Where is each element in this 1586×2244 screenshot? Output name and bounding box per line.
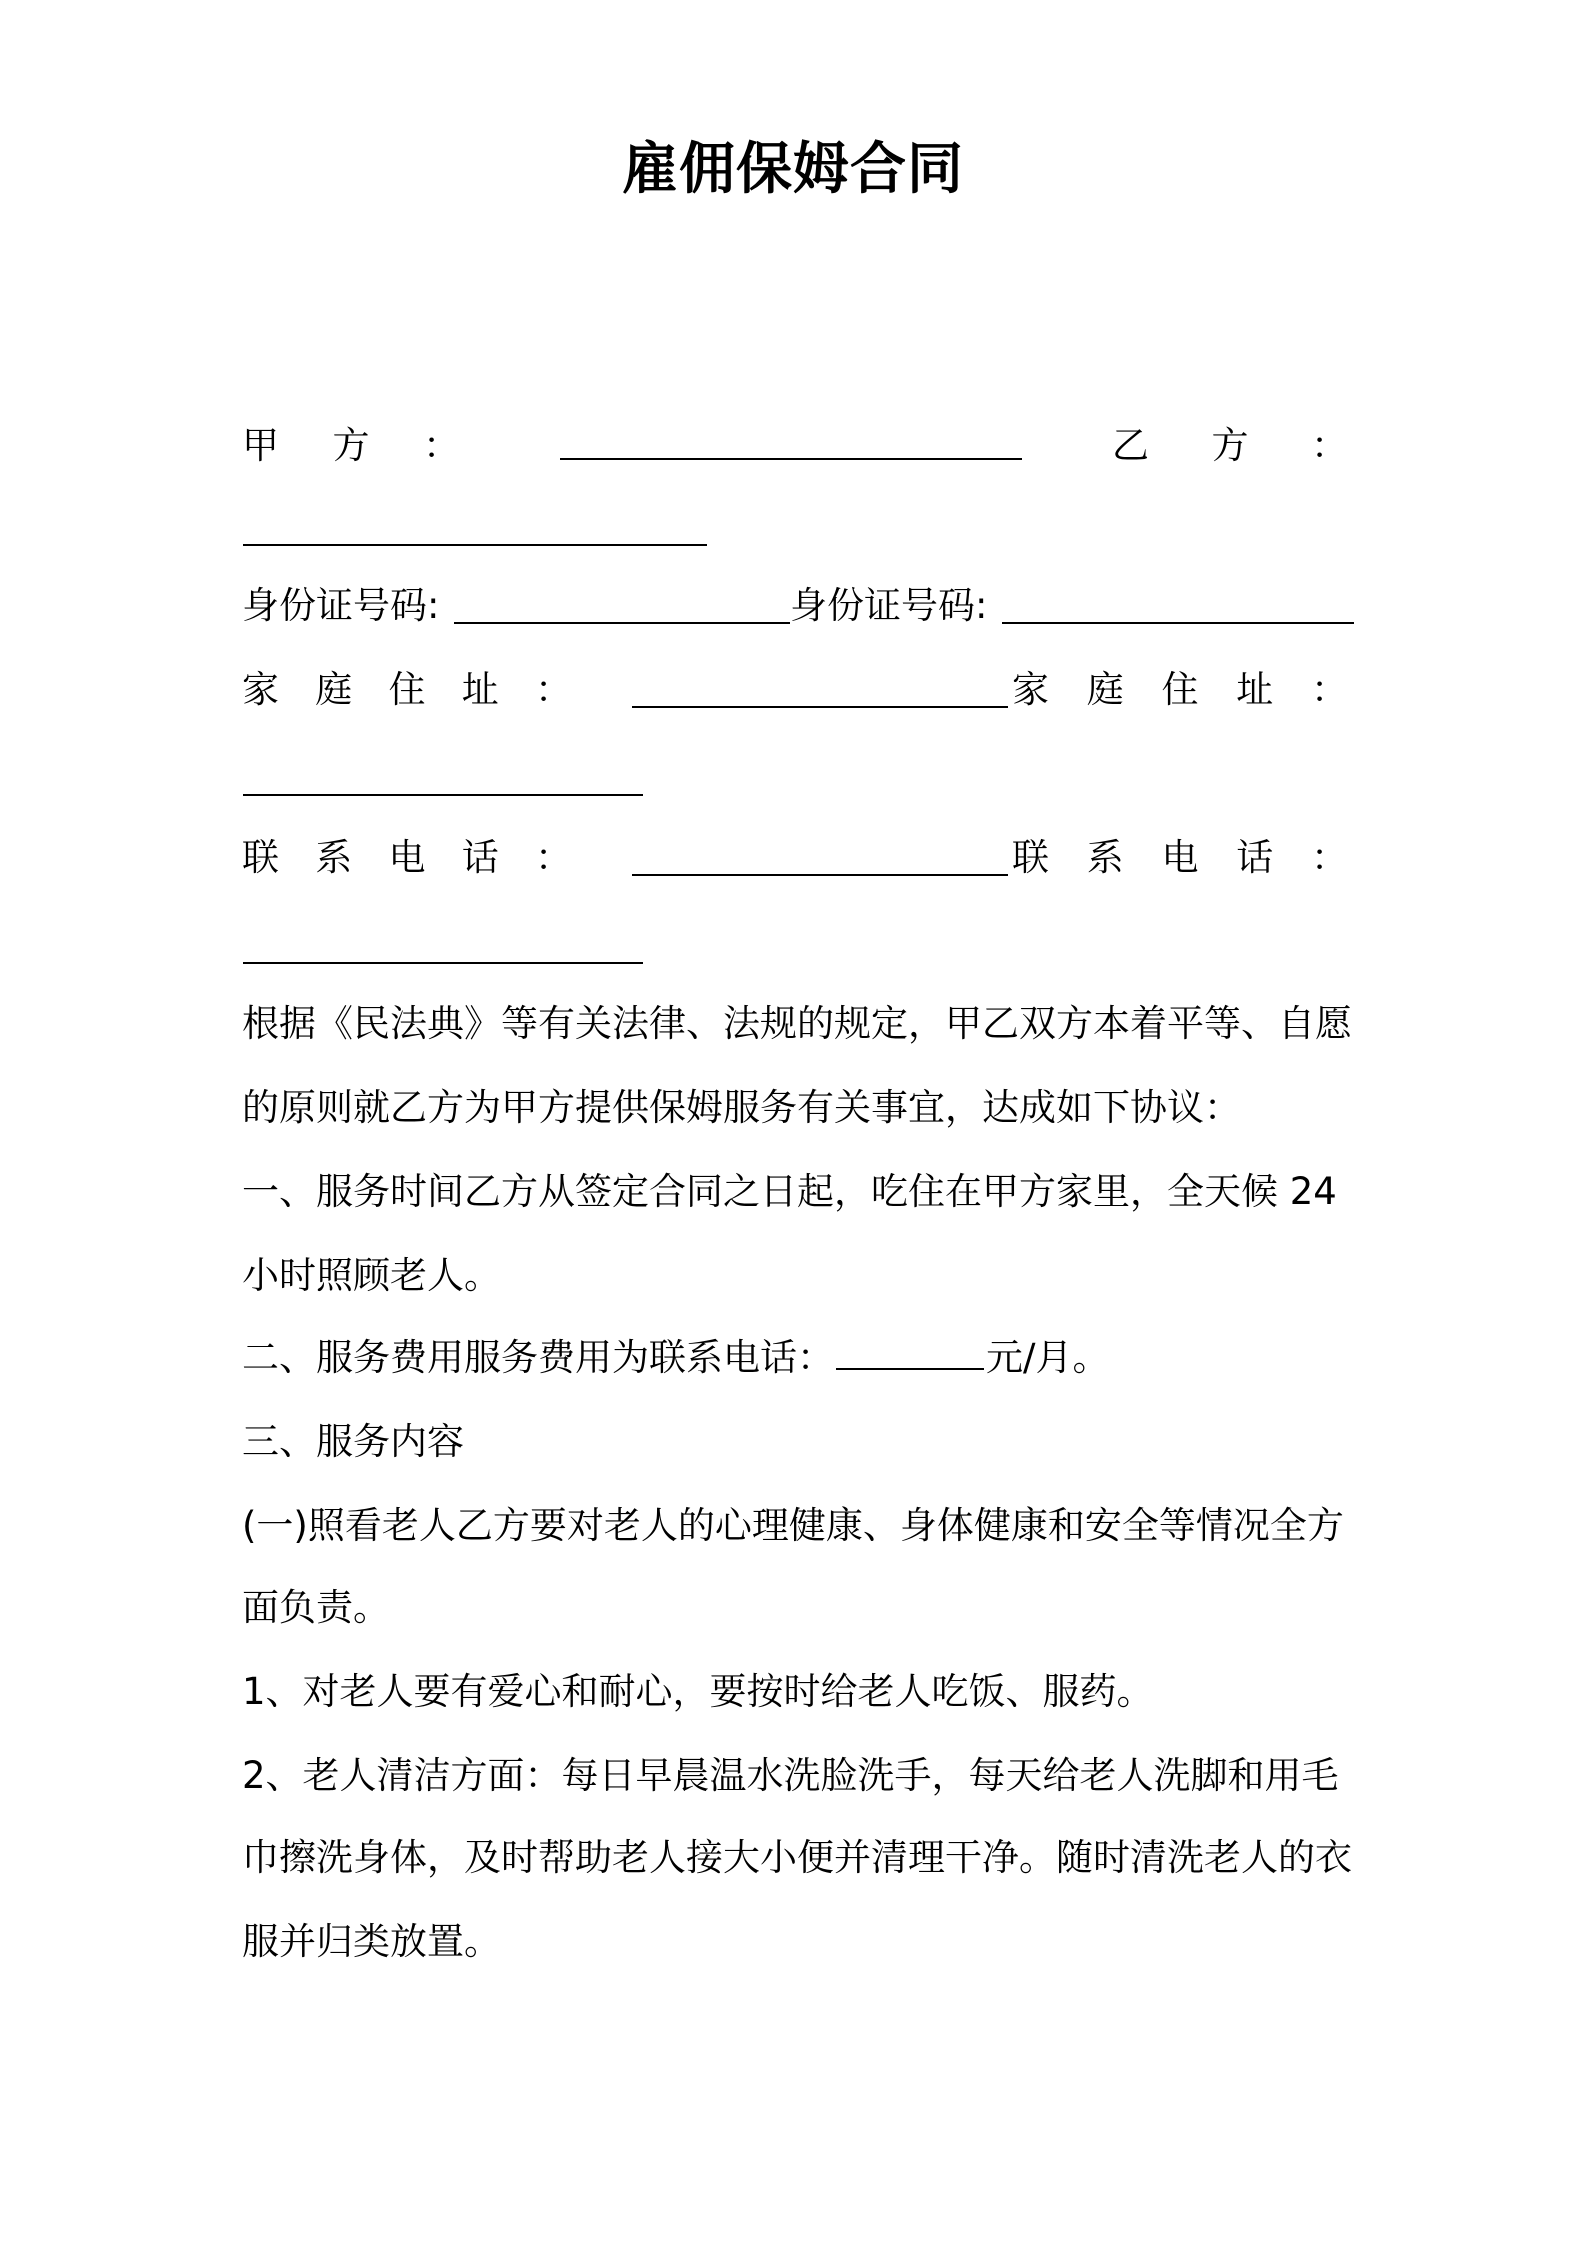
id-label-b: 身份证号码: — [790, 584, 988, 627]
phone-label-b: 联 系 电 话 ： — [1012, 836, 1348, 879]
clause-1-line-1: 一、服务时间乙方从签定合同之日起，吃住在甲方家里，全天候 24 — [242, 1170, 1337, 1213]
party-b-label: 乙 方 ： — [1112, 424, 1348, 467]
address-label-b: 家 庭 住 址 ： — [1012, 668, 1348, 711]
party-a-label: 甲 方 ： — [242, 424, 460, 467]
sub-1-line-2: 面负责。 — [242, 1586, 390, 1629]
phone-label-a: 联 系 电 话 ： — [242, 836, 572, 879]
clause-2-suffix: 元/月。 — [986, 1336, 1110, 1379]
clause-2-prefix: 二、服务费用服务费用为联系电话： — [242, 1336, 834, 1379]
address-a-blank[interactable] — [632, 706, 1008, 708]
address-b-blank[interactable] — [243, 794, 643, 796]
id-label-a: 身份证号码: — [242, 584, 440, 627]
phone-b-blank[interactable] — [243, 962, 643, 964]
item-2-line-2: 巾擦洗身体，及时帮助老人接大小便并清理干净。随时清洗老人的衣 — [242, 1836, 1352, 1879]
id-a-blank[interactable] — [454, 622, 790, 624]
sub-1-line-1: (一)照看老人乙方要对老人的心理健康、身体健康和安全等情况全方 — [242, 1504, 1344, 1547]
clause-2 — [242, 1330, 1356, 1386]
clause-1-line-2: 小时照顾老人。 — [242, 1254, 501, 1297]
item-1: 1、对老人要有爱心和耐心，要按时给老人吃饭、服药。 — [242, 1670, 1154, 1713]
clause-3-title: 三、服务内容 — [242, 1420, 464, 1463]
intro-line-1: 根据《民法典》等有关法律、法规的规定，甲乙双方本着平等、自愿 — [242, 1002, 1352, 1045]
item-2-line-3: 服并归类放置。 — [242, 1920, 501, 1963]
party-a-blank[interactable] — [560, 458, 1022, 460]
id-b-blank[interactable] — [1002, 622, 1354, 624]
phone-a-blank[interactable] — [632, 874, 1008, 876]
contract-title: 雇佣保姆合同 — [622, 137, 964, 202]
fee-blank[interactable] — [836, 1338, 984, 1370]
item-2-line-1: 2、老人清洁方面：每日早晨温水洗脸洗手，每天给老人洗脚和用毛 — [242, 1754, 1339, 1797]
address-label-a: 家 庭 住 址 ： — [242, 668, 572, 711]
intro-line-2: 的原则就乙方为甲方提供保姆服务有关事宜，达成如下协议： — [242, 1086, 1241, 1129]
party-b-blank[interactable] — [243, 544, 707, 546]
